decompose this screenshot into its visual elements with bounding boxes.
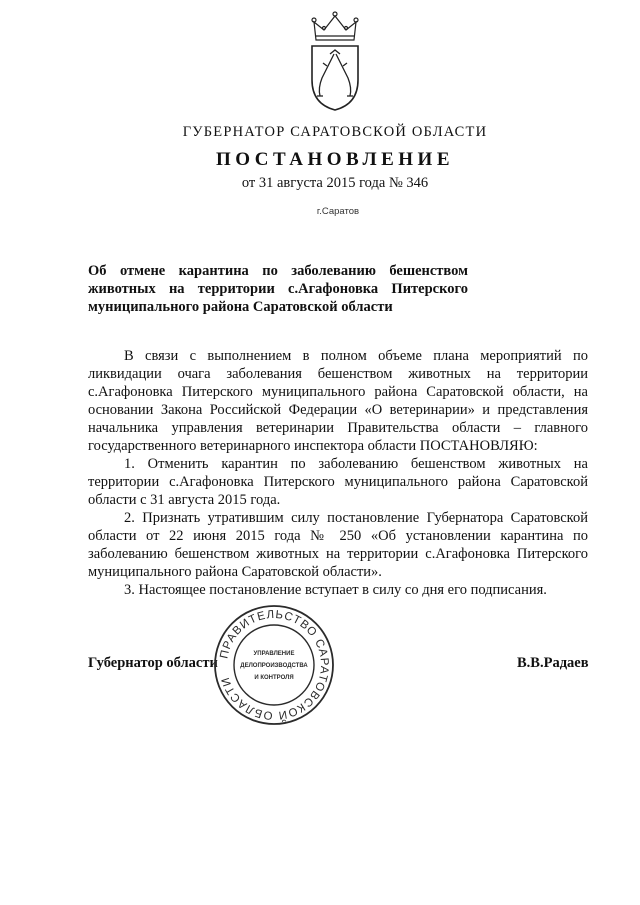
document-body xyxy=(88,347,588,599)
official-seal-stamp xyxy=(212,603,336,727)
preamble-paragraph: В связи с выполнением в полном объеме плана мероприятий по ликвидации очага заболевания бешенством животных на территории с.Агафоновка Питерского муниципального района Саратовской области, на основании Закона Российской Федерации «О ветеринарии» и представления начальника управления ветеринарии Правительства области – главного государственного ветеринарного инспектора области ПОСТАНОВЛЯЮ: xyxy=(88,348,588,454)
title-line: животных на территории с.Агафоновка Питерского xyxy=(88,281,468,297)
title-line: муниципального района Саратовской области xyxy=(88,299,393,315)
svg-text:УПРАВЛЕНИЕ: УПРАВЛЕНИЕ xyxy=(253,651,295,657)
svg-text:ДЕЛОПРОИЗВОДСТВА: ДЕЛОПРОИЗВОДСТВА xyxy=(240,663,308,669)
issuing-authority: ГУБЕРНАТОР САРАТОВСКОЙ ОБЛАСТИ xyxy=(182,124,488,140)
signatory-name: В.В.Радаев xyxy=(517,655,589,671)
svg-text:И КОНТРОЛЯ: И КОНТРОЛЯ xyxy=(254,675,294,681)
resolution-item: 3. Настоящее постановление вступает в силу со дня его подписания. xyxy=(124,582,547,598)
document-type: ПОСТАНОВЛЕНИЕ xyxy=(215,149,455,170)
resolution-item: 2. Признать утратившим силу постановление Губернатора Саратовской области от 22 июня 2015 года № 250 «Об установлении карантина по заболеванию бешенством животных на территории с.Агафоновка Питерского муниципального района Саратовской области». xyxy=(88,510,588,580)
document-city: г.Саратов xyxy=(316,206,360,217)
svg-text:ПРАВИТЕЛЬСТВО САРАТОВСКОЙ ОБЛА: ПРАВИТЕЛЬСТВО САРАТОВСКОЙ ОБЛАСТИ xyxy=(218,608,331,722)
signatory-position: Губернатор области xyxy=(88,655,218,671)
saratov-coat-of-arms-icon xyxy=(300,8,370,113)
document-title xyxy=(88,262,468,316)
resolution-item: 1. Отменить карантин по заболеванию бешенством животных на территории с.Агафоновка Питерского муниципального района Саратовской области с 31 августа 2015 года. xyxy=(88,456,588,508)
title-line: Об отмене карантина по заболеванию бешенством xyxy=(88,263,468,279)
document-date-number: от 31 августа 2015 года № 346 xyxy=(241,175,429,191)
